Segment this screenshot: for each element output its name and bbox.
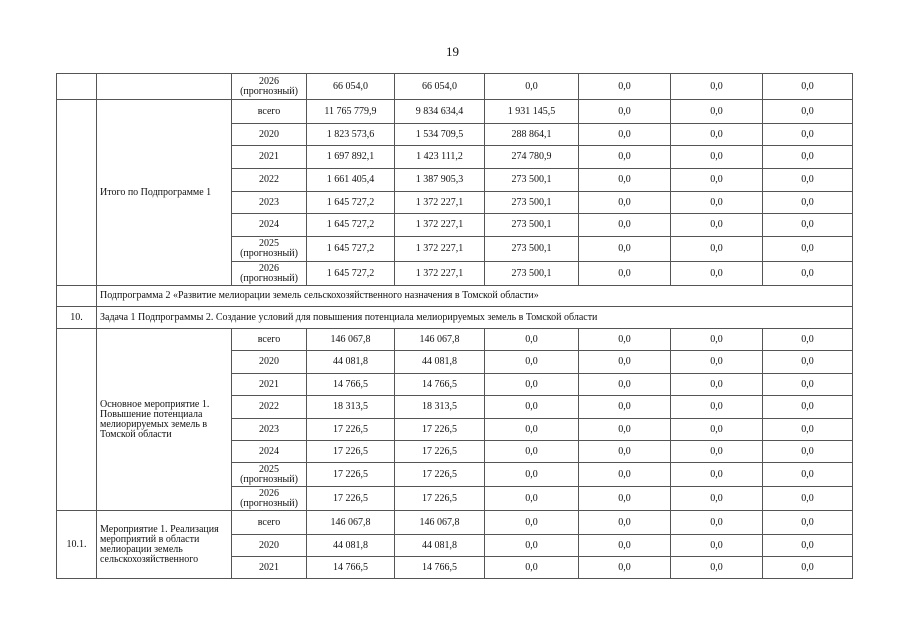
row-number-cell	[57, 74, 97, 100]
amount-cell-f2: 273 500,1	[485, 214, 579, 237]
amount-cell-f4: 0,0	[671, 192, 763, 214]
amount-cell-f5: 0,0	[763, 237, 853, 262]
amount-cell-f1: 1 372 227,1	[395, 214, 485, 237]
amount-cell-total: 146 067,8	[307, 511, 395, 535]
amount-cell-f4: 0,0	[671, 146, 763, 169]
amount-cell-f4: 0,0	[671, 511, 763, 535]
amount-cell-f2: 273 500,1	[485, 262, 579, 286]
amount-cell-f4: 0,0	[671, 463, 763, 487]
amount-cell-f3: 0,0	[579, 396, 671, 419]
amount-cell-total: 1 645 727,2	[307, 192, 395, 214]
amount-cell-f2: 0,0	[485, 351, 579, 374]
amount-cell-f3: 0,0	[579, 329, 671, 351]
task-10-row	[57, 307, 853, 329]
amount-cell-f5: 0,0	[763, 487, 853, 511]
amount-cell-f4: 0,0	[671, 535, 763, 557]
amount-cell-f3: 0,0	[579, 374, 671, 396]
amount-cell-f5: 0,0	[763, 192, 853, 214]
amount-cell-f2: 288 864,1	[485, 124, 579, 146]
year-cell: 2021	[232, 374, 307, 396]
amount-cell-f2: 0,0	[485, 329, 579, 351]
amount-cell-total: 1 645 727,2	[307, 237, 395, 262]
amount-cell-f3: 0,0	[579, 100, 671, 124]
amount-cell-f3: 0,0	[579, 535, 671, 557]
row-number-cell	[57, 286, 97, 307]
amount-cell-f1: 66 054,0	[395, 74, 485, 100]
amount-cell-f1: 17 226,5	[395, 441, 485, 463]
row-number-cell	[57, 100, 97, 286]
amount-cell-f1: 1 372 227,1	[395, 262, 485, 286]
amount-cell-f1: 1 534 709,5	[395, 124, 485, 146]
amount-cell-f4: 0,0	[671, 396, 763, 419]
amount-cell-f5: 0,0	[763, 374, 853, 396]
amount-cell-f3: 0,0	[579, 74, 671, 100]
year-cell: всего	[232, 511, 307, 535]
year-cell: 2023	[232, 419, 307, 441]
amount-cell-total: 66 054,0	[307, 74, 395, 100]
year-cell: 2024	[232, 214, 307, 237]
section-title-cell: Подпрограмма 2 «Развитие мелиорации земель сельскохозяйственного назначения в Томской области»	[97, 286, 853, 307]
amount-cell-f2: 0,0	[485, 374, 579, 396]
amount-cell-f2: 1 931 145,5	[485, 100, 579, 124]
year-cell: 2026 (прогнозный)	[232, 262, 307, 286]
amount-cell-f1: 17 226,5	[395, 487, 485, 511]
amount-cell-total: 1 697 892,1	[307, 146, 395, 169]
amount-cell-f1: 1 372 227,1	[395, 192, 485, 214]
amount-cell-f5: 0,0	[763, 74, 853, 100]
amount-cell-f2: 273 500,1	[485, 237, 579, 262]
amount-cell-f3: 0,0	[579, 124, 671, 146]
amount-cell-f1: 1 387 905,3	[395, 169, 485, 192]
amount-cell-f5: 0,0	[763, 169, 853, 192]
amount-cell-f4: 0,0	[671, 74, 763, 100]
amount-cell-f4: 0,0	[671, 169, 763, 192]
year-cell: 2020	[232, 535, 307, 557]
amount-cell-total: 1 823 573,6	[307, 124, 395, 146]
amount-cell-f3: 0,0	[579, 441, 671, 463]
amount-cell-f3: 0,0	[579, 419, 671, 441]
amount-cell-f1: 18 313,5	[395, 396, 485, 419]
amount-cell-f4: 0,0	[671, 214, 763, 237]
amount-cell-f5: 0,0	[763, 100, 853, 124]
amount-cell-total: 18 313,5	[307, 396, 395, 419]
row-number-cell: 10.1.	[57, 511, 97, 579]
amount-cell-f2: 0,0	[485, 511, 579, 535]
table-row	[57, 329, 853, 351]
table-row	[57, 511, 853, 535]
amount-cell-f3: 0,0	[579, 169, 671, 192]
year-cell: всего	[232, 329, 307, 351]
amount-cell-f2: 0,0	[485, 487, 579, 511]
amount-cell-f4: 0,0	[671, 100, 763, 124]
amount-cell-total: 11 765 779,9	[307, 100, 395, 124]
amount-cell-total: 17 226,5	[307, 463, 395, 487]
amount-cell-f2: 273 500,1	[485, 192, 579, 214]
amount-cell-f4: 0,0	[671, 374, 763, 396]
amount-cell-f4: 0,0	[671, 557, 763, 579]
amount-cell-f1: 17 226,5	[395, 419, 485, 441]
amount-cell-total: 17 226,5	[307, 419, 395, 441]
amount-cell-total: 14 766,5	[307, 557, 395, 579]
amount-cell-f1: 9 834 634,4	[395, 100, 485, 124]
amount-cell-total: 146 067,8	[307, 329, 395, 351]
amount-cell-f3: 0,0	[579, 146, 671, 169]
amount-cell-f4: 0,0	[671, 124, 763, 146]
amount-cell-f2: 0,0	[485, 396, 579, 419]
amount-cell-f5: 0,0	[763, 351, 853, 374]
amount-cell-f3: 0,0	[579, 214, 671, 237]
year-cell: 2023	[232, 192, 307, 214]
year-cell: 2024	[232, 441, 307, 463]
amount-cell-f5: 0,0	[763, 535, 853, 557]
amount-cell-f1: 1 423 111,2	[395, 146, 485, 169]
amount-cell-f1: 14 766,5	[395, 374, 485, 396]
amount-cell-total: 17 226,5	[307, 487, 395, 511]
amount-cell-f5: 0,0	[763, 262, 853, 286]
amount-cell-f1: 44 081,8	[395, 535, 485, 557]
item-name-cell: Итого по Подпрограмме 1	[97, 100, 232, 286]
budget-table	[56, 73, 853, 579]
item-name-cell: Основное мероприятие 1. Повышение потенциала мелиорируемых земель в Томской области	[97, 329, 232, 511]
amount-cell-f4: 0,0	[671, 487, 763, 511]
amount-cell-f5: 0,0	[763, 511, 853, 535]
table-body	[57, 74, 853, 579]
amount-cell-total: 1 645 727,2	[307, 262, 395, 286]
amount-cell-f5: 0,0	[763, 329, 853, 351]
amount-cell-f4: 0,0	[671, 237, 763, 262]
row-number-cell	[57, 329, 97, 511]
year-cell: всего	[232, 100, 307, 124]
amount-cell-f2: 0,0	[485, 557, 579, 579]
amount-cell-f5: 0,0	[763, 396, 853, 419]
item-name-cell	[97, 74, 232, 100]
amount-cell-f2: 0,0	[485, 441, 579, 463]
amount-cell-f3: 0,0	[579, 463, 671, 487]
year-cell: 2021	[232, 557, 307, 579]
year-cell: 2025 (прогнозный)	[232, 463, 307, 487]
year-cell: 2026 (прогнозный)	[232, 74, 307, 100]
table-row	[57, 74, 853, 100]
item-name-cell: Мероприятие 1. Реализация мероприятий в области мелиорации земель сельскохозяйственного	[97, 511, 232, 579]
amount-cell-f4: 0,0	[671, 441, 763, 463]
amount-cell-f2: 0,0	[485, 74, 579, 100]
amount-cell-f1: 1 372 227,1	[395, 237, 485, 262]
amount-cell-f2: 273 500,1	[485, 169, 579, 192]
amount-cell-f4: 0,0	[671, 262, 763, 286]
amount-cell-f3: 0,0	[579, 487, 671, 511]
amount-cell-f1: 146 067,8	[395, 511, 485, 535]
amount-cell-total: 17 226,5	[307, 441, 395, 463]
amount-cell-f3: 0,0	[579, 351, 671, 374]
amount-cell-total: 1 645 727,2	[307, 214, 395, 237]
row-number-cell: 10.	[57, 307, 97, 329]
amount-cell-f4: 0,0	[671, 419, 763, 441]
amount-cell-f5: 0,0	[763, 214, 853, 237]
amount-cell-f3: 0,0	[579, 192, 671, 214]
year-cell: 2020	[232, 351, 307, 374]
amount-cell-f4: 0,0	[671, 329, 763, 351]
amount-cell-f2: 0,0	[485, 535, 579, 557]
year-cell: 2025 (прогнозный)	[232, 237, 307, 262]
amount-cell-f4: 0,0	[671, 351, 763, 374]
amount-cell-f5: 0,0	[763, 463, 853, 487]
amount-cell-total: 1 661 405,4	[307, 169, 395, 192]
section-title-cell: Задача 1 Подпрограммы 2. Создание условий для повышения потенциала мелиорируемых земель в Томской области	[97, 307, 853, 329]
amount-cell-f1: 44 081,8	[395, 351, 485, 374]
amount-cell-f2: 0,0	[485, 419, 579, 441]
year-cell: 2026 (прогнозный)	[232, 487, 307, 511]
amount-cell-f5: 0,0	[763, 146, 853, 169]
amount-cell-f3: 0,0	[579, 262, 671, 286]
amount-cell-f5: 0,0	[763, 557, 853, 579]
year-cell: 2022	[232, 169, 307, 192]
amount-cell-f3: 0,0	[579, 511, 671, 535]
amount-cell-total: 44 081,8	[307, 535, 395, 557]
year-cell: 2021	[232, 146, 307, 169]
amount-cell-f5: 0,0	[763, 419, 853, 441]
subprogram-2-row	[57, 286, 853, 307]
amount-cell-f3: 0,0	[579, 557, 671, 579]
amount-cell-f2: 0,0	[485, 463, 579, 487]
amount-cell-total: 14 766,5	[307, 374, 395, 396]
table-row	[57, 100, 853, 124]
amount-cell-f1: 17 226,5	[395, 463, 485, 487]
amount-cell-f5: 0,0	[763, 124, 853, 146]
amount-cell-f2: 274 780,9	[485, 146, 579, 169]
amount-cell-f5: 0,0	[763, 441, 853, 463]
amount-cell-f1: 146 067,8	[395, 329, 485, 351]
year-cell: 2022	[232, 396, 307, 419]
amount-cell-f1: 14 766,5	[395, 557, 485, 579]
amount-cell-f3: 0,0	[579, 237, 671, 262]
amount-cell-total: 44 081,8	[307, 351, 395, 374]
year-cell: 2020	[232, 124, 307, 146]
page-number: 19	[446, 44, 459, 59]
